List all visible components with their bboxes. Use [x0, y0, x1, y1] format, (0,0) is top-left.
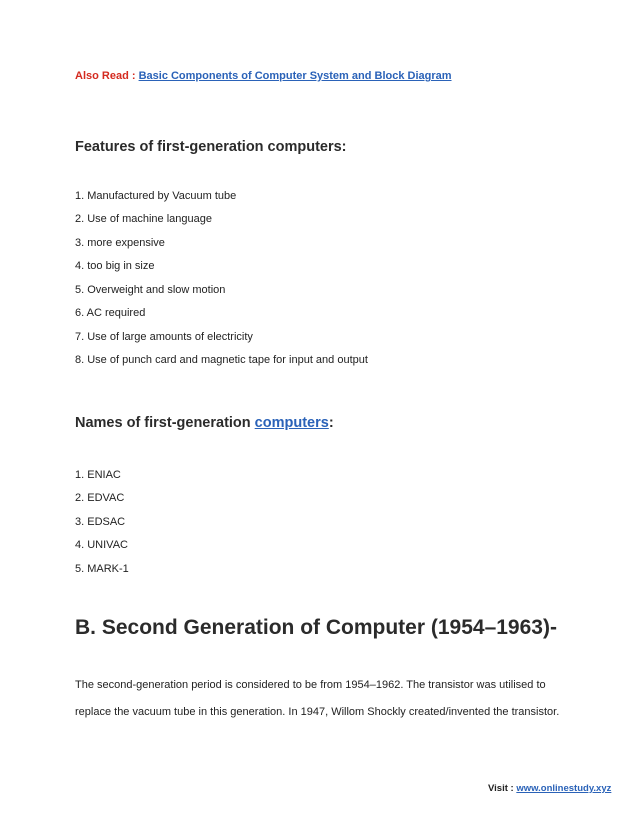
feature-item: 7. Use of large amounts of electricity — [75, 331, 253, 343]
feature-item: 5. Overweight and slow motion — [75, 284, 226, 296]
paragraph-line: The second-generation period is considered to be from 1954–1962. The transistor was utilised to — [75, 679, 546, 691]
computer-name-item: 3. EDSAC — [75, 516, 126, 528]
feature-item: 1. Manufactured by Vacuum tube — [75, 190, 237, 202]
feature-item: 8. Use of punch card and magnetic tape for input and output — [75, 354, 368, 366]
computer-name-item: 2. EDVAC — [75, 492, 125, 504]
also-read-label: Also Read — [75, 70, 129, 82]
feature-item: 6. AC required — [75, 307, 146, 319]
feature-item: 4. too big in size — [75, 260, 155, 272]
visit-footer — [488, 783, 611, 794]
also-read-link[interactable]: Basic Components of Computer System and Block Diagram — [138, 70, 452, 82]
visit-link[interactable]: www.onlinestudy.xyz — [516, 783, 612, 794]
paragraph-line: replace the vacuum tube in this generation. In 1947, Willom Shockly created/invented the transistor. — [75, 706, 560, 718]
computer-name-item: 5. MARK-1 — [75, 563, 129, 575]
computer-name-item: 1. ENIAC — [75, 469, 121, 481]
names-heading-suffix: : — [328, 415, 334, 431]
visit-label: Visit : — [488, 783, 517, 794]
second-generation-heading: B. Second Generation of Computer (1954–1963)- — [75, 616, 557, 639]
also-read-separator: : — [128, 70, 139, 82]
features-heading: Features of first-generation computers: — [75, 139, 347, 155]
feature-item: 2. Use of machine language — [75, 213, 212, 225]
also-read-line — [75, 70, 452, 82]
computers-link[interactable]: computers — [254, 415, 329, 431]
names-heading-prefix: Names of first-generation — [75, 415, 255, 431]
feature-item: 3. more expensive — [75, 237, 165, 249]
names-heading — [75, 415, 334, 431]
computer-name-item: 4. UNIVAC — [75, 539, 128, 551]
